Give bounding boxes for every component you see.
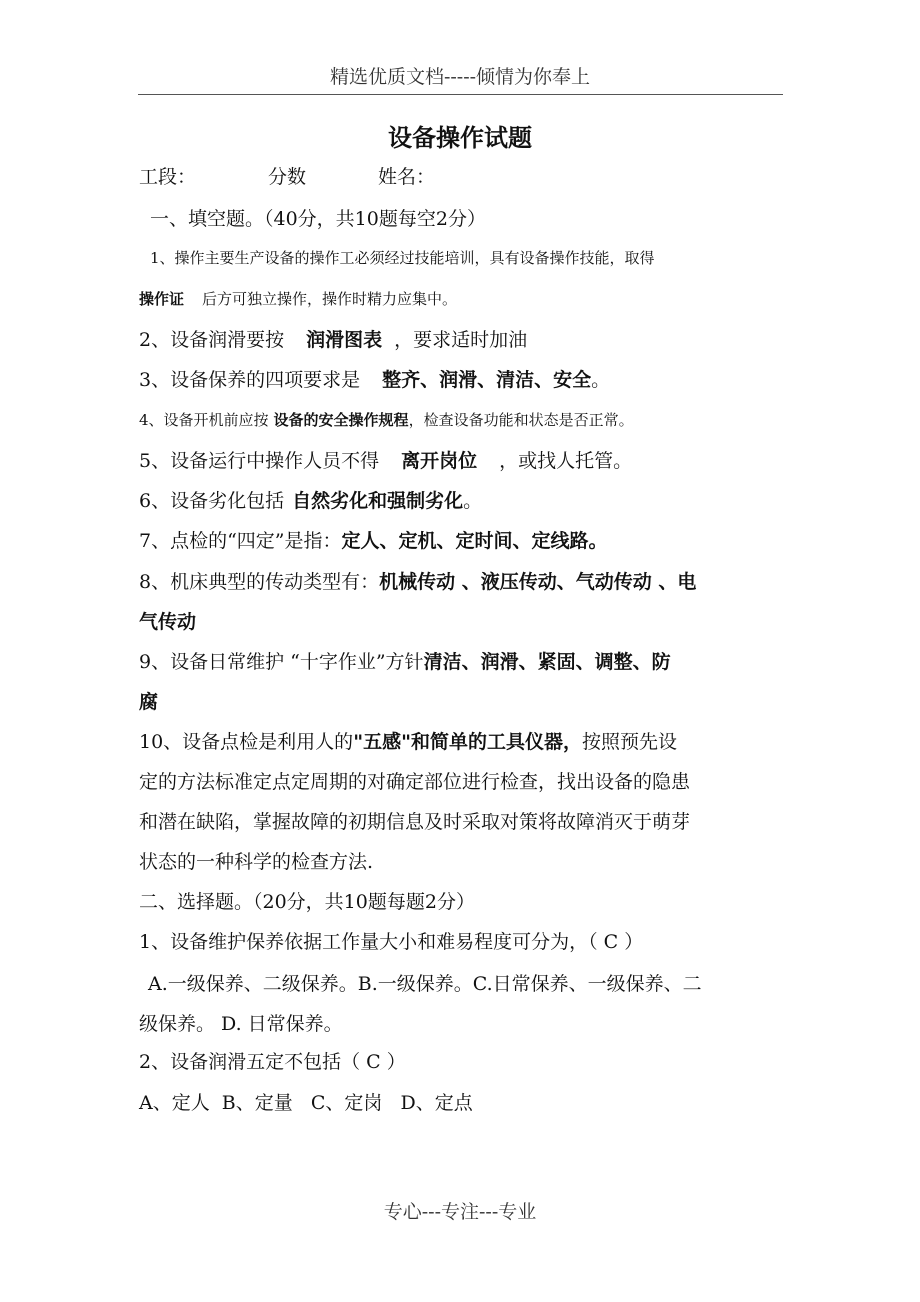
part2-heading: 二、选择题。（20分，共10题每题2分）	[139, 891, 475, 913]
p2-q1-stem: 1、设备维护保养依据工作量大小和难易程度可分为，（ C ）	[139, 931, 644, 953]
q7-answer: 定人、定机、定时间、定线路。	[341, 530, 608, 552]
q2: 2、设备润滑要按 润滑图表 ，要求适时加油	[139, 329, 528, 351]
p2-q2-stem: 2、设备润滑五定不包括（ C ）	[139, 1051, 406, 1073]
p2-q1-options-line1: A.一级保养、二级保养。B.一级保养。C.日常保养、一级保养、二	[148, 973, 702, 995]
q10-line4: 状态的一种科学的检查方法.	[139, 851, 374, 873]
q1-answer: 操作证	[139, 290, 185, 308]
name-field: 姓名：	[378, 166, 436, 188]
header-divider	[138, 94, 783, 95]
q10-line1: 10、设备点检是利用人的"五感"和简单的工具仪器，按照预先设	[139, 731, 678, 753]
p2-q2-options: A、定人 B、定量 C、定岗 D、定点	[139, 1092, 473, 1114]
p2-q1-options-line2: 级保养。 D. 日常保养。	[139, 1013, 343, 1035]
score-field: 分数	[268, 166, 307, 188]
q9-line1: 9、设备日常维护 “十字作业”方针清洁、润滑、紧固、调整、防	[139, 651, 671, 673]
q10-answer: "五感"和简单的工具仪器，	[353, 731, 582, 753]
q8-line2: 气传动	[139, 611, 197, 633]
q4: 4、设备开机前应按 设备的安全操作规程，检查设备功能和状态是否正常。	[139, 411, 634, 429]
page-header: 精选优质文档-----倾情为你奉上	[329, 66, 591, 88]
q3-answer: 整齐、润滑、清洁、安全	[382, 369, 592, 391]
q9-answer: 清洁、润滑、紧固、调整、防	[423, 651, 671, 673]
info-fields	[139, 162, 435, 189]
section-field: 工段：	[139, 166, 197, 188]
q3: 3、设备保养的四项要求是 整齐、润滑、清洁、安全。	[139, 369, 611, 391]
q1-line1: 1、操作主要生产设备的操作工必须经过技能培训，具有设备操作技能，取得	[150, 249, 655, 267]
q7: 7、点检的“四定”是指：定人、定机、定时间、定线路。	[139, 530, 608, 552]
q8-line1: 8、机床典型的传动类型有：机械传动 、液压传动、气动传动 、电	[139, 571, 697, 593]
q10-line3: 和潜在缺陷，掌握故障的初期信息及时采取对策将故障消灭于萌芽	[139, 811, 691, 833]
q5: 5、设备运行中操作人员不得 离开岗位 ，或找人托管。	[139, 450, 633, 472]
q1-line2: 操作证 后方可独立操作，操作时精力应集中。	[139, 290, 458, 308]
q8-answer: 机械传动 、液压传动、气动传动 、电	[379, 571, 697, 593]
page-footer: 专心---专注---专业	[383, 1201, 537, 1223]
document-title: 设备操作试题	[388, 124, 532, 152]
q9-line2: 腐	[139, 691, 159, 713]
q6: 6、设备劣化包括 自然劣化和强制劣化。	[139, 490, 483, 512]
q4-answer: 设备的安全操作规程	[273, 411, 409, 429]
q10-line2: 定的方法标准定点定周期的对确定部位进行检查，找出设备的隐患	[139, 771, 691, 793]
q6-answer: 自然劣化和强制劣化	[292, 490, 464, 512]
q2-answer: 润滑图表	[306, 329, 383, 351]
q5-answer: 离开岗位	[401, 450, 478, 472]
part1-heading: 一、填空题。（40分，共10题每空2分）	[150, 208, 486, 230]
